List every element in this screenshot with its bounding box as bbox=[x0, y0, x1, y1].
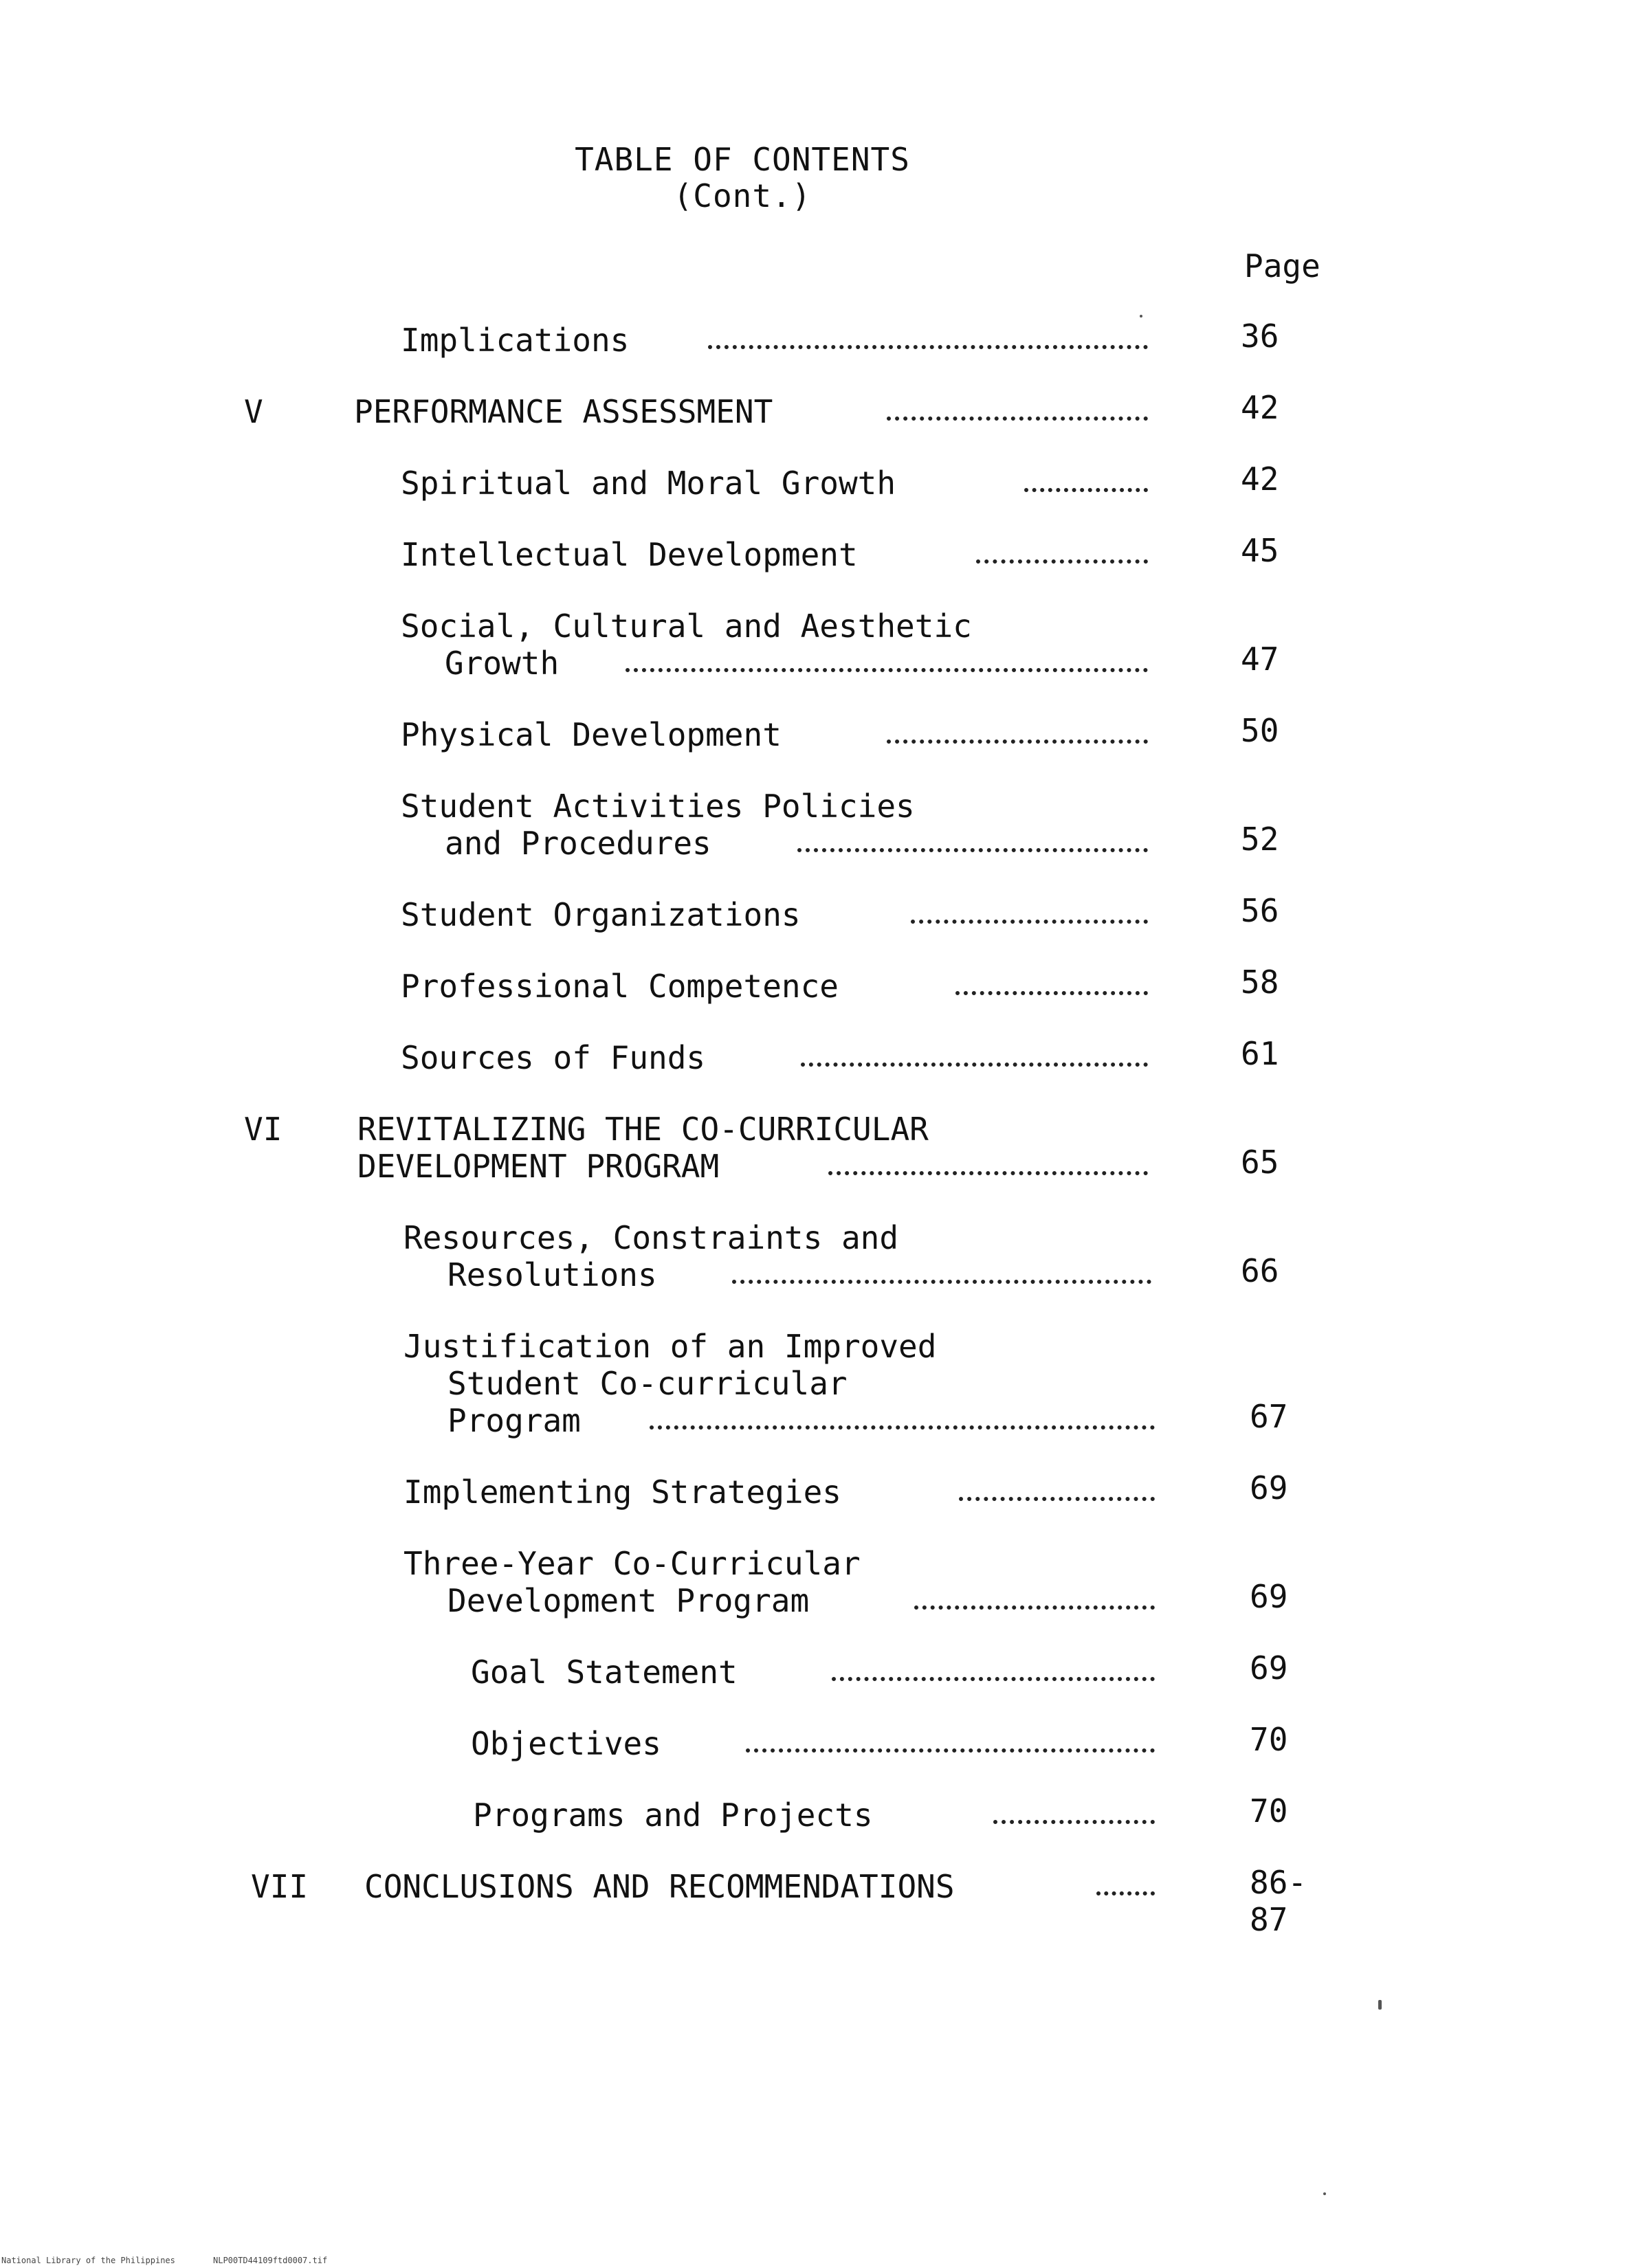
toc-entry-title: Objectives bbox=[471, 1725, 661, 1762]
toc-entry-title: PERFORMANCE ASSESSMENT bbox=[354, 393, 773, 430]
toc-page-number: 69 bbox=[1250, 1469, 1288, 1507]
toc-entry-title: Physical Development bbox=[401, 716, 782, 753]
dot-leader bbox=[732, 1256, 1151, 1289]
toc-entry-title-continued: Resolutions bbox=[447, 1256, 657, 1293]
dot-leader bbox=[976, 536, 1148, 569]
dot-leader bbox=[887, 716, 1148, 749]
dot-leader bbox=[801, 1039, 1148, 1072]
dot-leader bbox=[832, 1654, 1155, 1687]
scan-speck bbox=[1140, 315, 1142, 318]
toc-entry-title: Implementing Strategies bbox=[404, 1474, 841, 1511]
toc-entry-title: Goal Statement bbox=[471, 1654, 738, 1691]
toc-page-number: 42 bbox=[1241, 389, 1279, 426]
page-column-label: Page bbox=[1244, 247, 1320, 285]
page-title: TABLE OF CONTENTS bbox=[575, 141, 910, 178]
toc-page-number: 47 bbox=[1241, 641, 1279, 678]
toc-entry-title: Student Organizations bbox=[401, 896, 801, 933]
footer-library-credit: National Library of the Philippines bbox=[1, 2256, 175, 2265]
toc-page-number: 66 bbox=[1241, 1252, 1279, 1289]
toc-entry-title: Resources, Constraints and bbox=[404, 1219, 899, 1256]
toc-entry-title: REVITALIZING THE CO-CURRICULAR bbox=[357, 1111, 929, 1148]
toc-page-number: 42 bbox=[1241, 460, 1279, 498]
toc-page-number: 69 bbox=[1250, 1649, 1288, 1687]
toc-entry-title-continued: Student Co-curricular bbox=[447, 1365, 848, 1402]
dot-leader bbox=[911, 896, 1148, 929]
toc-entry-title: Spiritual and Moral Growth bbox=[401, 465, 896, 502]
scan-speck bbox=[1378, 2000, 1382, 2010]
dot-leader bbox=[626, 645, 1148, 678]
dot-leader bbox=[797, 825, 1148, 858]
toc-entry-title-continued: DEVELOPMENT PROGRAM bbox=[357, 1148, 720, 1185]
toc-page-number: 69 bbox=[1250, 1578, 1288, 1615]
toc-entry-title: Justification of an Improved bbox=[404, 1328, 937, 1365]
toc-entry-title: Intellectual Development bbox=[401, 536, 858, 573]
toc-page-number: 61 bbox=[1241, 1035, 1279, 1072]
dot-leader bbox=[828, 1148, 1148, 1181]
toc-page-number: 56 bbox=[1241, 892, 1279, 929]
toc-page-number: 67 bbox=[1250, 1398, 1288, 1435]
dot-leader bbox=[1024, 465, 1148, 498]
dot-leader bbox=[1096, 1868, 1155, 1901]
toc-entry-title: Professional Competence bbox=[401, 968, 839, 1005]
chapter-number: VII bbox=[251, 1868, 309, 1905]
dot-leader bbox=[955, 968, 1148, 1001]
toc-page-number: 50 bbox=[1241, 712, 1279, 749]
dot-leader bbox=[959, 1474, 1155, 1507]
chapter-number: VI bbox=[244, 1111, 283, 1148]
toc-entry-title-continued: Program bbox=[447, 1402, 581, 1439]
toc-entry-title: Student Activities Policies bbox=[401, 788, 915, 825]
toc-page-number: 36 bbox=[1241, 318, 1279, 355]
toc-page-number: 45 bbox=[1241, 532, 1279, 569]
toc-entry-title-continued: and Procedures bbox=[445, 825, 711, 862]
toc-page-number: 86-87 bbox=[1250, 1864, 1307, 1938]
toc-entry-title-continued: Growth bbox=[445, 645, 560, 682]
toc-entry-title: CONCLUSIONS AND RECOMMENDATIONS bbox=[364, 1868, 955, 1905]
toc-entry-title: Social, Cultural and Aesthetic bbox=[401, 608, 972, 645]
dot-leader bbox=[887, 393, 1148, 426]
toc-page-number: 58 bbox=[1241, 964, 1279, 1001]
dot-leader bbox=[993, 1797, 1155, 1830]
dot-leader bbox=[708, 322, 1148, 355]
toc-entry-title-continued: Development Program bbox=[447, 1582, 810, 1619]
toc-page-number: 70 bbox=[1250, 1792, 1288, 1830]
toc-page-number: 65 bbox=[1241, 1144, 1279, 1181]
toc-page-number: 52 bbox=[1241, 821, 1279, 858]
dot-leader bbox=[650, 1402, 1155, 1435]
scan-speck bbox=[1323, 2192, 1326, 2195]
footer-filename: NLP00TD44109ftd0007.tif bbox=[213, 2256, 328, 2265]
toc-entry-title: Implications bbox=[401, 322, 630, 359]
dot-leader bbox=[746, 1725, 1155, 1758]
toc-entry-title: Programs and Projects bbox=[473, 1797, 873, 1834]
toc-page-number: 70 bbox=[1250, 1721, 1288, 1758]
page-subtitle: (Cont.) bbox=[673, 177, 812, 214]
toc-entry-title: Three-Year Co-Curricular bbox=[404, 1545, 861, 1582]
chapter-number: V bbox=[244, 393, 263, 430]
dot-leader bbox=[914, 1582, 1155, 1615]
toc-entry-title: Sources of Funds bbox=[401, 1039, 706, 1076]
